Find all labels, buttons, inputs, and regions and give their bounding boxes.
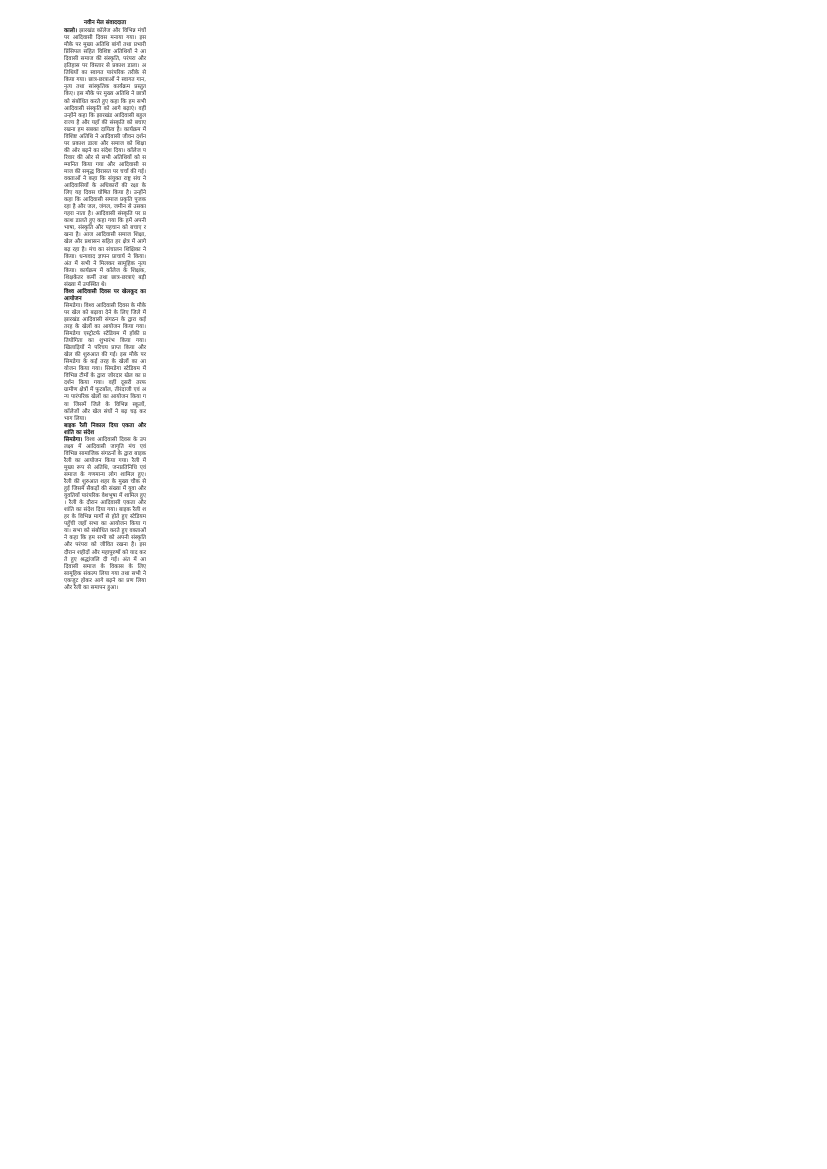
paragraph-3-text: विश्व आदिवासी दिवस के उपलक्ष्य में आदिवासी जागृति मंच एवं विभिन्न सामाजिक संगठनों के द्वारा बाइक रैली का आयोजन किया गया। रैली में मुख्य रूप से अतिथि, जनप्रतिनिधि एवं समाज के गणमान्य लोग शामिल हुए। रैली की शुरुआत शहर के मुख्य चौक से हुई जिसमें सैकड़ों की संख्या में युवा और युवतियाँ पारंपरिक वेशभूषा में शामिल हुए। रैली के दौरान आदिवासी एकता और शांति का संदेश दिया गया। बाइक रैली शहर के विभिन्न मार्गों से होते हुए स्टेडियम पहुँची जहाँ सभा का आयोजन किया गया। सभा को संबोधित करते हुए वक्ताओं ने कहा कि हम सभी को अपनी संस्कृति और परंपरा को जीवित रखना है। इस दौरान शहीदों और महापुरुषों को याद करते हुए श्रद्धांजलि दी गई। अंत में आदिवासी समाज के विकास के लिए सामूहिक संकल्प लिया गया तथा सभी ने एकजुट होकर आगे बढ़ने का प्रण लिया और रैली का समापन हुआ। [64,436,146,591]
dateline-1: कालो। [64,28,78,35]
dateline-3: सिमडेगा। [64,436,83,443]
article-column [64,20,146,592]
reporter-byline: नवीन मेल संवाददाता [83,20,127,26]
subheading-3: बाइक रैली निकाल दिया एकता और शांति का संदेश [64,422,146,436]
subheading-2: विश्व आदिवासी दिवस पर खेलकूद का आयोजन [64,288,146,302]
paragraph-2: सिमडेगा। विश्व आदिवासी दिवस के मौके पर खेल को बढ़ावा देने के लिए जिले में झारखंड आदिवासी संगठन के द्वारा कई तरह के खेलों का आयोजन किया गया। सिमडेगा एस्ट्रोटर्फ स्टेडियम में हॉकी प्रतियोगिता का शुभारंभ किया गया। खिलाड़ियों ने परिचय प्राप्त किया और खेल की शुरुआत की गई। इस मौके पर सिमडेगा के कई तरह के खेलों का आयोजन किया गया। सिमडेगा स्टेडियम में विभिन्न टीमों के द्वारा जोरदार खेल का प्रदर्शन किया गया। वहीं दूसरी तरफ ग्रामीण क्षेत्रों में फुटबॉल, तीरंदाजी एवं अन्य पारंपरिक खेलों का आयोजन किया गया जिसमें जिले के विभिन्न स्कूलों, कॉलेजों और खेल संघों ने बढ़ चढ़ कर भाग लिया। [64,302,146,422]
paragraph-1 [64,28,146,289]
paragraph-1-text: झारखंड कॉलेज और विभिन्न मंचों पर आदिवासी दिवस मनाया गया। इस मौके पर मुख्य अतिथि बांगों तथा प्रभारी प्रिंसिपल सहित विशिष्ट अतिथियों ने आदिवासी समाज की संस्कृति, परंपरा और इतिहास पर विस्तार से प्रकाश डाला। अतिथियों का स्वागत पारंपरिक तरीके से किया गया। छात्र-छात्राओं ने स्वागत गान, नृत्य तथा सांस्कृतिक कार्यक्रम प्रस्तुत किए। इस मौके पर मुख्य अतिथि ने छात्रों को संबोधित करते हुए कहा कि हम सभी आदिवासी संस्कृति को आगे बढ़ाएं। वहीं उन्होंने कहा कि झारखंड आदिवासी बहुल राज्य है और यहाँ की संस्कृति को बचाए रखना हम सबका दायित्व है। कार्यक्रम में विशिष्ट अतिथि ने आदिवासी जीवन दर्शन पर प्रकाश डाला और समाज को शिक्षा की ओर बढ़ने का संदेश दिया। कॉलेज परिवार की ओर से सभी अतिथियों को सम्मानित किया गया और आदिवासी समाज की समृद्ध विरासत पर चर्चा की गई। वक्ताओं ने कहा कि संयुक्त राष्ट्र संघ ने आदिवासियों के अधिकारों की रक्षा के लिए यह दिवस घोषित किया है। उन्होंने कहा कि आदिवासी समाज प्रकृति पूजक रहा है और जल, जंगल, जमीन से उसका गहरा नाता है। आदिवासी संस्कृति पर प्रकाश डालते हुए कहा गया कि हमें अपनी भाषा, संस्कृति और पहचान को बचाए रखना है। आज आदिवासी समाज शिक्षा, खेल और प्रशासन सहित हर क्षेत्र में आगे बढ़ रहा है। मंच का संचालन शिक्षिका ने किया। धन्यवाद ज्ञापन प्राचार्य ने किया। अंत में सभी ने मिलकर सामूहिक नृत्य किया। कार्यक्रम में कॉलेज के शिक्षक, शिक्षकेतर कर्मी तथा छात्र-छात्राएं बड़ी संख्या में उपस्थित थे। [64,28,147,288]
paragraph-3 [64,437,146,592]
